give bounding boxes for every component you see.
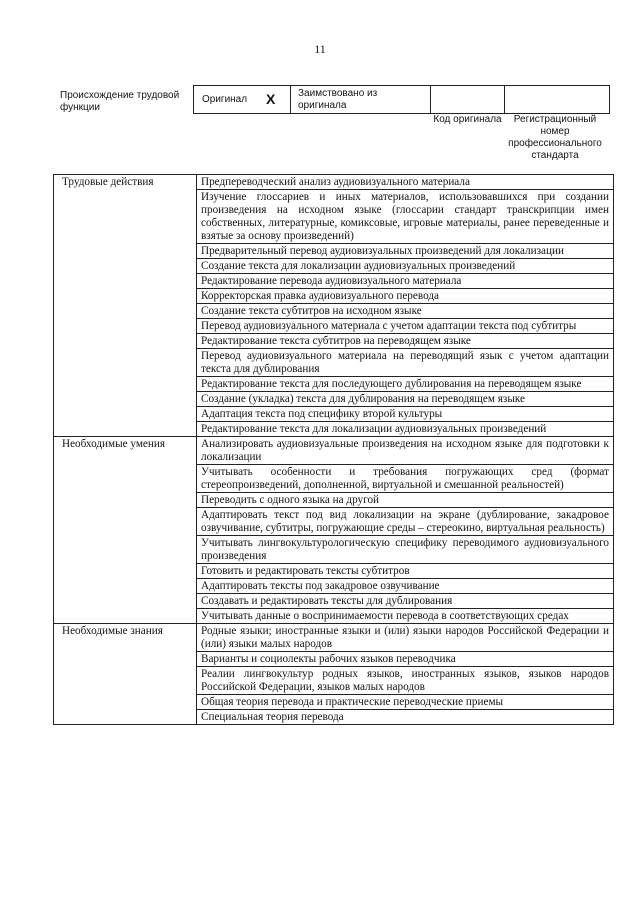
item-cell: Адаптировать текст под вид локализации на экране (дублирование, закадровое озвучивание, субтитры, погружающие среды – стереокино, виртуальная реальность) [197, 508, 614, 536]
category-cell: Трудовые действия [54, 175, 197, 437]
origin-divider [430, 86, 431, 113]
item-cell: Редактирование текста для последующего дублирования на переводящем языке [197, 377, 614, 392]
code-caption: Код оригинала [433, 114, 502, 125]
item-cell: Адаптировать тексты под закадровое озвучивание [197, 579, 614, 594]
item-cell: Редактирование перевода аудиовизуального материала [197, 274, 614, 289]
item-cell: Учитывать данные о воспринимаемости перевода в соответствующих средах [197, 609, 614, 624]
item-cell: Создание (укладка) текста для дублирования на переводящем языке [197, 392, 614, 407]
original-label: Оригинал [202, 94, 248, 105]
item-cell: Реалии лингвокультур родных языков, иностранных языков, языков народов Российской Федерации, языков малых народов [197, 667, 614, 695]
item-cell: Готовить и редактировать тексты субтитров [197, 564, 614, 579]
category-cell: Необходимые умения [54, 437, 197, 624]
table-row [54, 624, 614, 652]
page-number: 11 [314, 42, 326, 56]
item-cell: Учитывать особенности и требования погружающих сред (формат стереопроизведений, дополненной, виртуальной и смешанной реальностей) [197, 465, 614, 493]
item-cell: Общая теория перевода и практические переводческие приемы [197, 695, 614, 710]
item-cell: Предпереводческий анализ аудиовизуального материала [197, 175, 614, 190]
item-cell: Анализировать аудиовизуальные произведения на исходном языке для подготовки к локализации [197, 437, 614, 465]
original-mark: X [266, 91, 276, 107]
item-cell: Учитывать лингвокультурологическую специфику переводимого аудиовизуального произведения [197, 536, 614, 564]
item-cell: Изучение глоссариев и иных материалов, использовавшихся при создании произведения на исходном языке (глоссарии стандарт транскрипции имен собственных, литературные, комиксовые, игровые материалы, ранее переведенные и взятые за основу произведений) [197, 190, 614, 244]
item-cell: Родные языки; иностранные языки и (или) языки народов Российской Федерации и (или) языки малых народов [197, 624, 614, 652]
item-cell: Варианты и социолекты рабочих языков переводчика [197, 652, 614, 667]
item-cell: Корректорская правка аудиовизуального перевода [197, 289, 614, 304]
reg-caption: Регистрационный номер профессионального стандарта [508, 114, 602, 161]
item-cell: Редактирование текста субтитров на переводящем языке [197, 334, 614, 349]
borrowed-label: Заимствовано из оригинала [298, 88, 378, 111]
item-cell: Адаптация текста под специфику второй культуры [197, 407, 614, 422]
origin-divider [290, 86, 291, 113]
item-cell: Перевод аудиовизуального материала с учетом адаптации текста под субтитры [197, 319, 614, 334]
item-cell: Переводить с одного языка на другой [197, 493, 614, 508]
item-cell: Создавать и редактировать тексты для дублирования [197, 594, 614, 609]
item-cell: Редактирование текста для локализации аудиовизуальных произведений [197, 422, 614, 437]
table-row [54, 437, 614, 465]
item-cell: Создание текста для локализации аудиовизуальных произведений [197, 259, 614, 274]
category-cell: Необходимые знания [54, 624, 197, 725]
item-cell: Предварительный перевод аудиовизуальных произведений для локализации [197, 244, 614, 259]
item-cell: Перевод аудиовизуального материала на переводящий язык с учетом адаптации текста для дублирования [197, 349, 614, 377]
table-row [54, 175, 614, 190]
item-cell: Специальная теория перевода [197, 710, 614, 725]
origin-label: Происхождение трудовой функции [60, 90, 180, 113]
item-cell: Создание текста субтитров на исходном языке [197, 304, 614, 319]
origin-box [193, 85, 610, 114]
origin-divider [504, 86, 505, 113]
labor-functions-table [53, 174, 614, 725]
